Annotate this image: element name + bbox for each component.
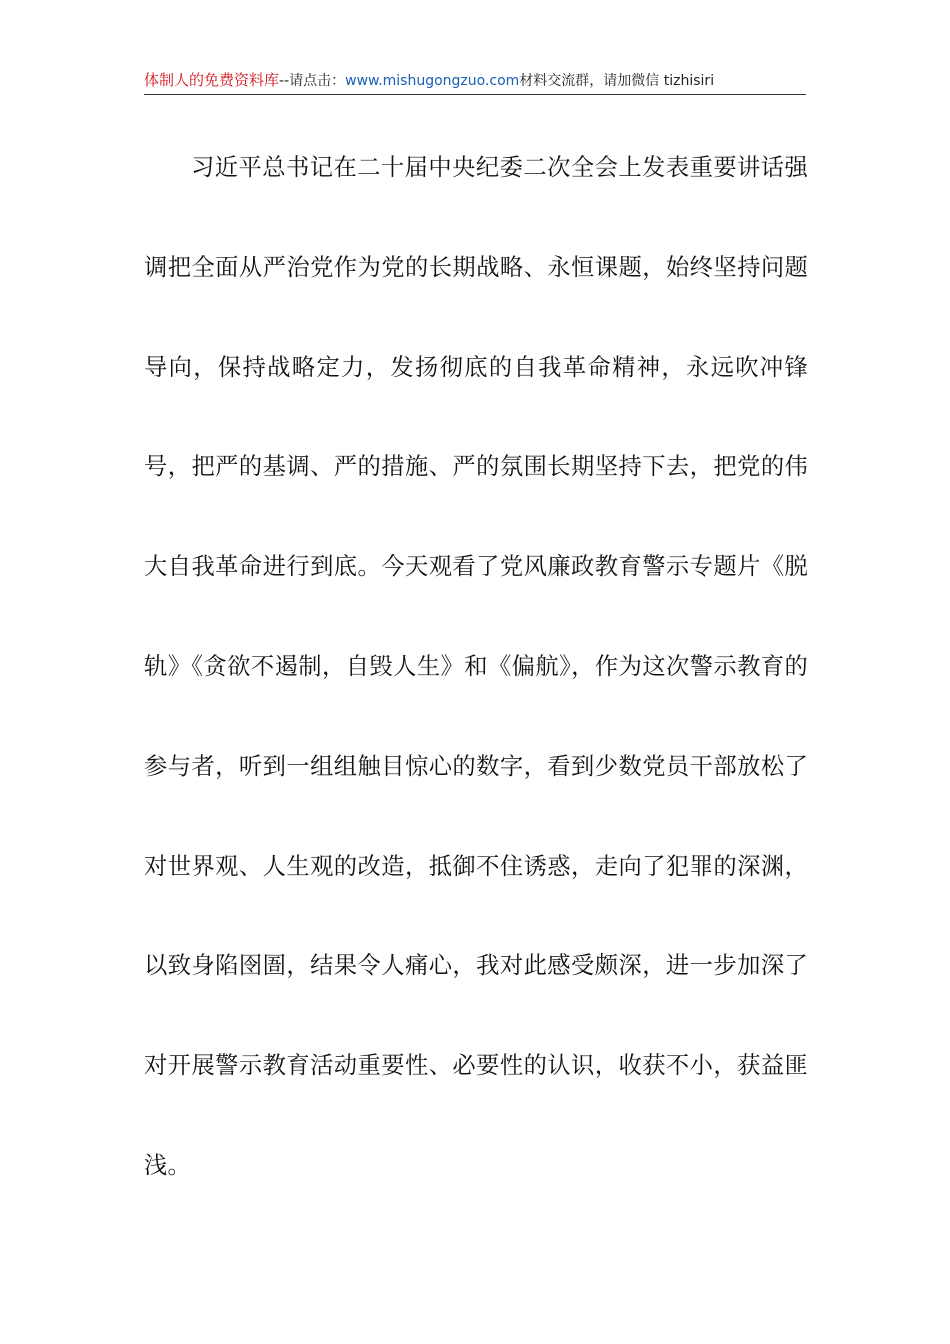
header-url-link[interactable]: www.mishugongzuo.com	[345, 73, 520, 89]
header-wechat-note: 材料交流群，请加微信 tizhisiri	[519, 73, 715, 89]
page-header	[144, 70, 806, 95]
header-brand: 体制人的免费资料库	[144, 71, 280, 89]
header-prompt: --请点击：	[279, 73, 346, 89]
document-paragraph: 习近平总书记在二十届中央纪委二次全会上发表重要讲话强调把全面从严治党作为党的长期战略、永恒课题，始终坚持问题导向，保持战略定力，发扬彻底的自我革命精神，永远吹冲锋号，把严的基调、严的措施、严的氛围长期坚持下去，把党的伟大自我革命进行到底。今天观看了党风廉政教育警示专题片《脱轨》《贪欲不遏制，自毁人生》和《偏航》，作为这次警示教育的参与者，听到一组组触目惊心的数字，看到少数党员干部放松了对世界观、人生观的改造，抵御不住诱惑，走向了犯罪的深渊，以致身陷囹圄，结果令人痛心，我对此感受颇深，进一步加深了对开展警示教育活动重要性、必要性的认识，收获不小，获益匪浅。	[144, 154, 808, 1179]
